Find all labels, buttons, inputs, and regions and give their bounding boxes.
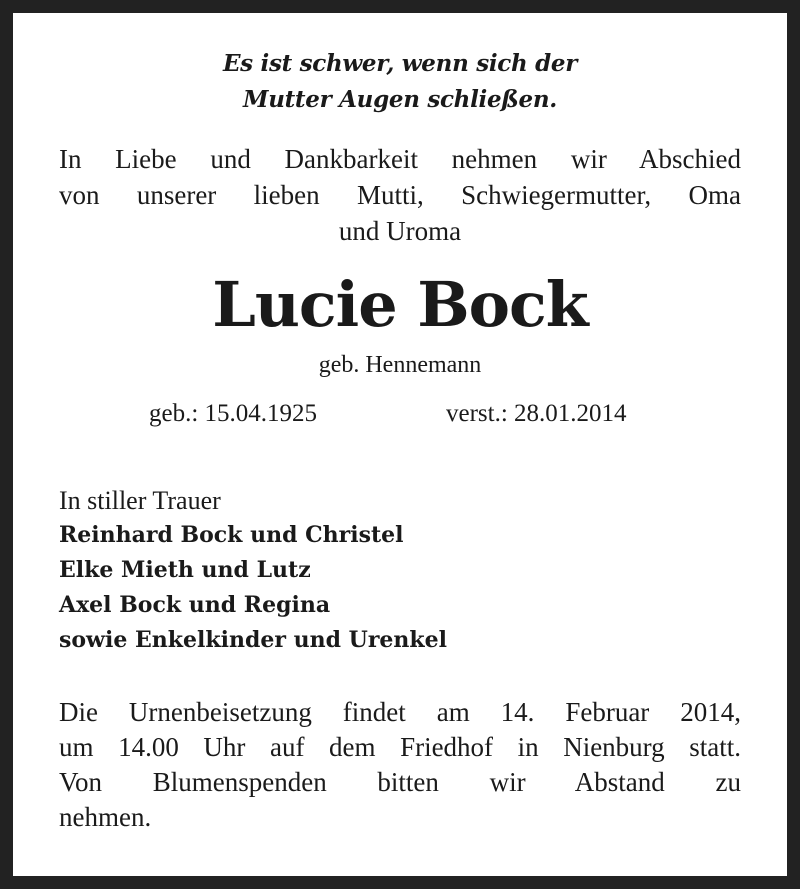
mourner-name: sowie Enkelkinder und Urenkel [59, 627, 447, 653]
intro-line-2: von unserer lieben Mutti, Schwiegermutter, Oma [59, 180, 741, 210]
death-date: verst.: 28.01.2014 [446, 400, 627, 427]
mourners [59, 483, 741, 658]
intro-line-1: In Liebe und Dankbarkeit nehmen wir Abschied [59, 144, 741, 174]
intro-line-3: und Uroma [338, 216, 462, 246]
mourning-label: In stiller Trauer [59, 486, 221, 515]
motto-line-1: Es ist schwer, wenn sich der [222, 50, 578, 77]
notice-line-2: um 14.00 Uhr auf dem Friedhof in Nienburg statt. [59, 732, 741, 762]
birth-date: geb.: 15.04.1925 [149, 400, 318, 427]
maiden-name: geb. Hennemann [318, 352, 482, 378]
motto-line-2: Mutter Augen schließen. [243, 86, 557, 113]
mourner-name: Axel Bock und Regina [59, 592, 331, 618]
mourner-name: Reinhard Bock und Christel [59, 522, 404, 548]
mourner-name: Elke Mieth und Lutz [59, 557, 311, 583]
notice-line-1: Die Urnenbeisetzung findet am 14. Februar 2014, [59, 697, 741, 727]
funeral-notice [59, 695, 741, 835]
notice-line-3: Von Blumenspenden bitten wir Abstand zu [59, 767, 741, 797]
notice-line-4: nehmen. [59, 802, 152, 832]
intro-text [59, 141, 741, 249]
motto [59, 46, 741, 118]
deceased-name: Lucie Bock [212, 268, 588, 341]
